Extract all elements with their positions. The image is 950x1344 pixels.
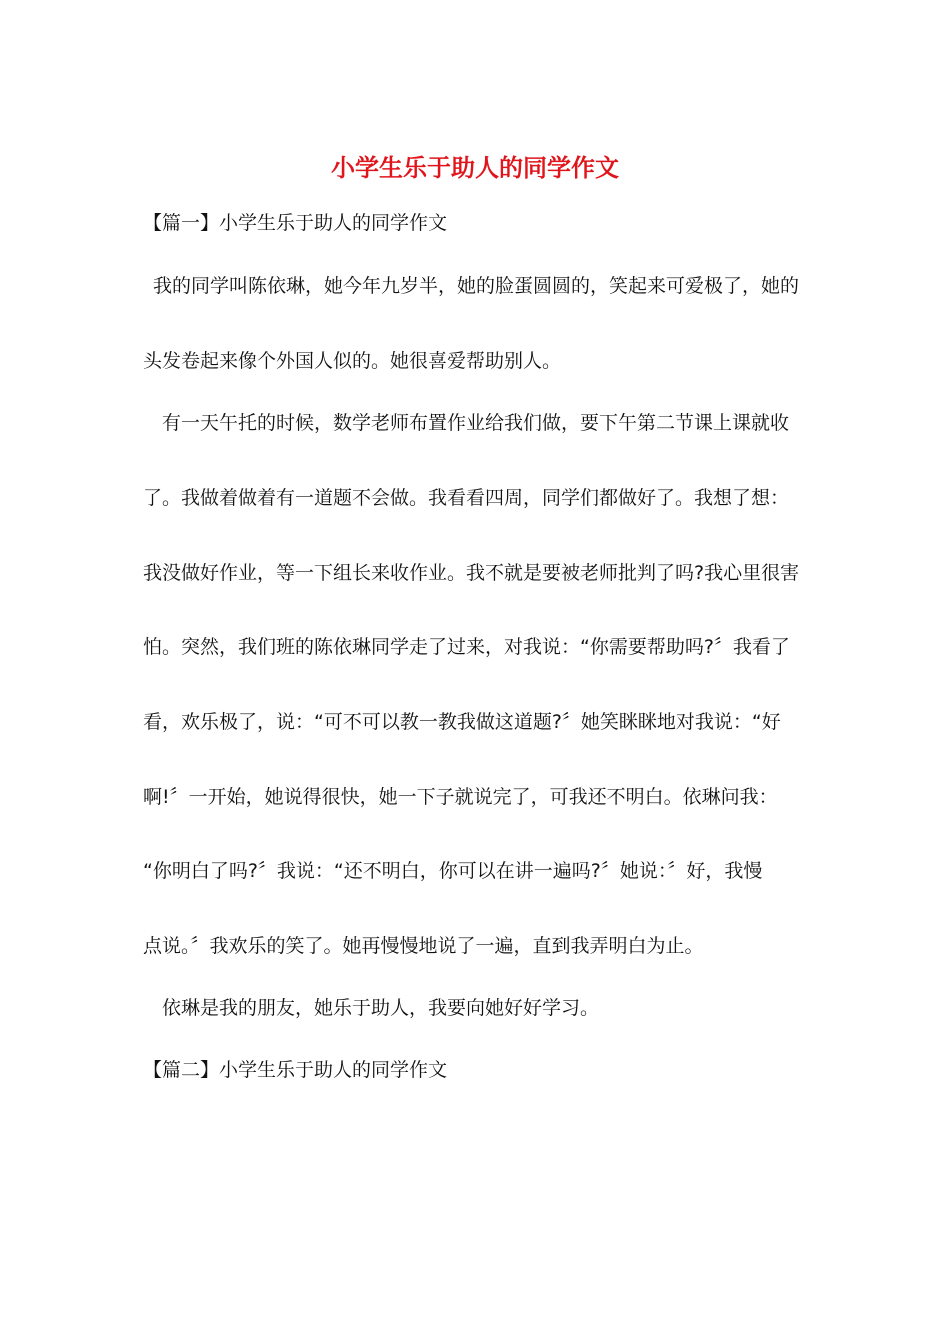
paragraph-line: 啊!〞一开始，她说得很快，她一下子就说完了，可我还不明白。依琳问我：	[143, 786, 778, 808]
paragraph-line: 点说。〞我欢乐的笑了。她再慢慢地说了一遍，直到我弄明白为止。	[143, 935, 704, 957]
section-heading-1: 【篇一】小学生乐于助人的同学作文	[143, 212, 448, 234]
paragraph-line: 怕。突然，我们班的陈依琳同学走了过来，对我说：“你需要帮助吗?〞我看了	[143, 636, 790, 658]
paragraph-line: 头发卷起来像个外国人似的。她很喜爱帮助别人。	[143, 350, 562, 372]
section-heading-2: 【篇二】小学生乐于助人的同学作文	[143, 1059, 448, 1081]
paragraph-line: 看，欢乐极了，说：“可不可以教一教我做这道题?〞她笑眯眯地对我说：“好	[143, 711, 781, 733]
paragraph-line: 我没做好作业，等一下组长来收作业。我不就是要被老师批判了吗?我心里很害	[143, 562, 800, 584]
paragraph-line: 了。我做着做着有一道题不会做。我看看四周，同学们都做好了。我想了想：	[143, 487, 790, 509]
paragraph-line: 我的同学叫陈依琳，她今年九岁半，她的脸蛋圆圆的，笑起来可爱极了，她的	[153, 275, 800, 297]
document-title: 小学生乐于助人的同学作文	[331, 153, 619, 182]
paragraph-line: 有一天午托的时候，数学老师布置作业给我们做，要下午第二节课上课就收	[162, 412, 790, 434]
paragraph-line: 依琳是我的朋友，她乐于助人，我要向她好好学习。	[162, 997, 600, 1019]
paragraph-line: “你明白了吗?〞我说：“还不明白，你可以在讲一遍吗?〞她说：〞好，我慢	[143, 860, 763, 882]
